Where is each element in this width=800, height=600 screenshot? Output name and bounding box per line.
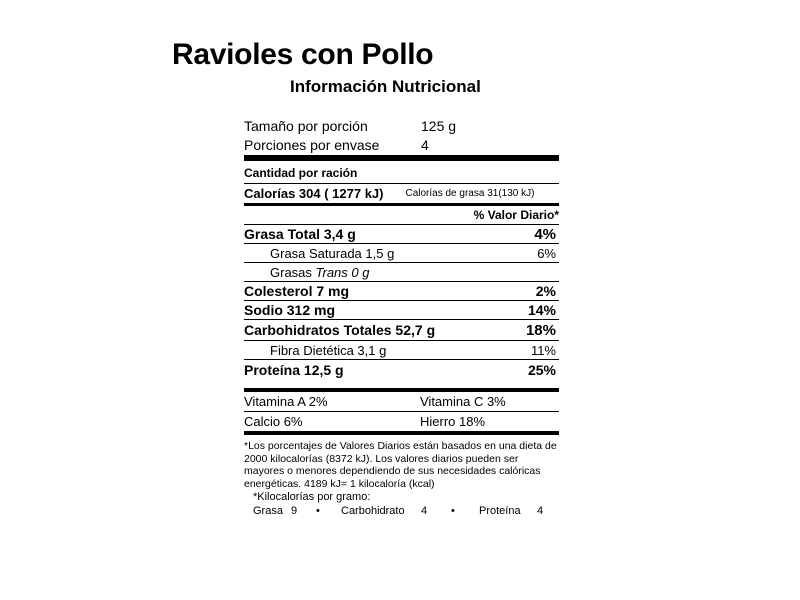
serving-size-value: 125 g <box>421 117 457 134</box>
trans-fat-italic: Trans 0 g <box>315 264 370 280</box>
fiber-label: Fibra Dietética 3,1 g <box>270 342 387 358</box>
total-fat-dv: 4% <box>534 225 556 243</box>
serving-size-row <box>244 116 559 135</box>
saturated-fat-dv: 6% <box>537 245 556 261</box>
kcal-carb-label: Carbohidrato <box>341 505 405 517</box>
kcal-protein-value: 4 <box>537 505 544 517</box>
fiber-row <box>244 341 559 360</box>
kcal-carb-value: 4 <box>421 505 428 517</box>
trans-fat-label <box>270 265 369 280</box>
carbohydrates-label: Carbohidratos Totales 52,7 g <box>244 322 436 338</box>
carbohydrates-dv: 18% <box>525 321 556 339</box>
calcium: Calcio 6% <box>244 414 303 429</box>
kcal-values <box>253 504 543 518</box>
vitamin-c: Vitamina C 3% <box>420 394 506 409</box>
cholesterol-row <box>244 282 559 301</box>
sodium-row <box>244 301 559 320</box>
total-fat-row <box>244 225 559 244</box>
kcal-per-gram-section <box>253 490 543 518</box>
vitamins-row-1 <box>244 388 559 412</box>
bullet-separator: • <box>451 505 455 517</box>
calories-from-fat: Calorías de grasa 31(130 kJ) <box>405 188 535 199</box>
daily-values-footnote: *Los porcentajes de Valores Diarios están basados en una dieta de 2000 kilocalorías (8372 kJ). Los valores diarios pueden ser mayores o menores dependiendo de sus necesidades calóricas energéticas. 4189 kJ= 1 kilocaloría (kcal) <box>244 440 557 490</box>
kcal-protein-label: Proteína <box>479 505 521 517</box>
vitamin-a: Vitamina A 2% <box>244 394 328 409</box>
cholesterol-label: Colesterol 7 mg <box>244 283 350 299</box>
iron: Hierro 18% <box>420 414 486 429</box>
protein-row <box>244 360 559 380</box>
trans-fat-row <box>244 263 559 282</box>
sodium-dv: 14% <box>527 302 556 318</box>
nutrition-subtitle: Información Nutricional <box>290 77 481 96</box>
kcal-fat-value: 9 <box>291 505 298 517</box>
protein-label: Proteína 12,5 g <box>244 362 344 378</box>
calories-row <box>244 184 559 206</box>
bullet-separator: • <box>316 505 320 517</box>
cholesterol-dv: 2% <box>535 283 556 299</box>
carbohydrates-row <box>244 320 559 341</box>
kcal-heading: *Kilocalorías por gramo: <box>253 491 371 503</box>
vitamins-row-2 <box>244 412 559 435</box>
servings-per-container-row <box>244 135 559 154</box>
thick-divider <box>244 155 559 161</box>
sodium-label: Sodio 312 mg <box>244 302 336 318</box>
fiber-dv: 11% <box>530 342 556 358</box>
nutrition-facts-panel <box>244 116 559 490</box>
saturated-fat-label: Grasa Saturada 1,5 g <box>270 245 395 261</box>
serving-size-label: Tamaño por porción <box>244 117 368 134</box>
servings-per-container-value: 4 <box>421 136 429 153</box>
kcal-fat-label: Grasa <box>253 505 283 517</box>
servings-per-container-label: Porciones por envase <box>244 136 380 153</box>
amount-per-serving-label: Cantidad por ración <box>244 163 559 184</box>
saturated-fat-row <box>244 244 559 263</box>
trans-fat-prefix: Grasas <box>270 264 316 280</box>
protein-dv: 25% <box>527 362 556 378</box>
daily-value-header: % Valor Diario* <box>244 206 559 225</box>
calories-value: Calorías 304 ( 1277 kJ) <box>244 186 384 201</box>
product-title: Ravioles con Pollo <box>172 38 434 71</box>
total-fat-label: Grasa Total 3,4 g <box>244 226 356 242</box>
